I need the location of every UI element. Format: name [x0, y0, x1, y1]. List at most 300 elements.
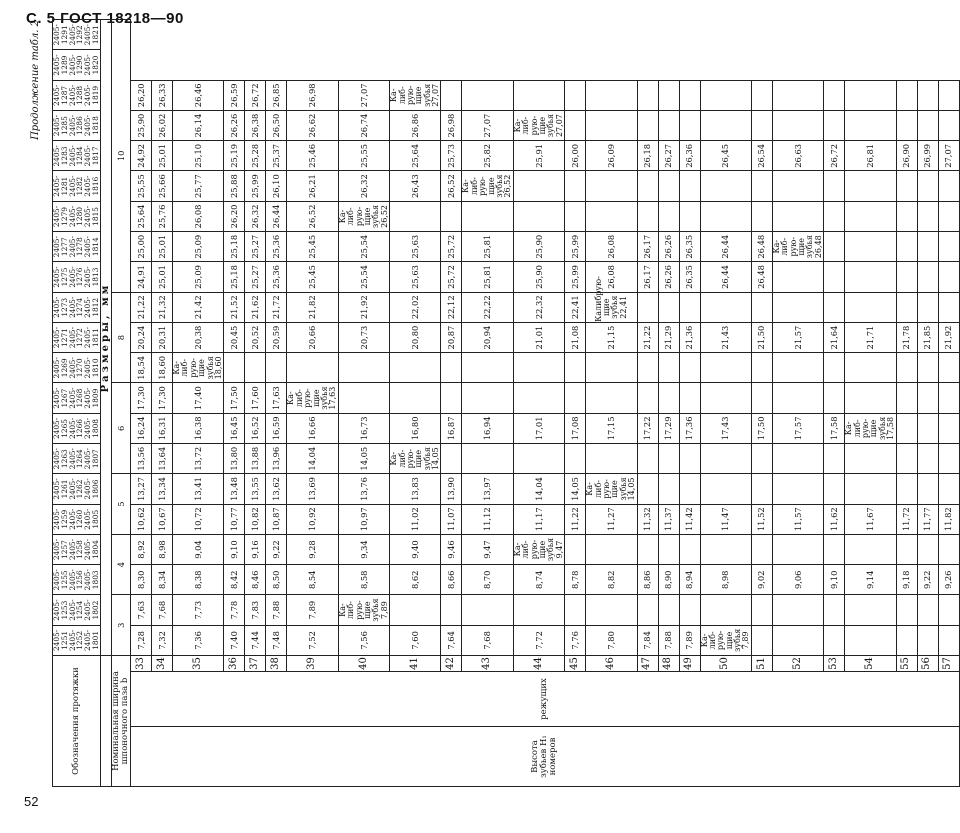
height-value: 13,90	[441, 474, 462, 504]
nominal-width-5: 5	[112, 474, 131, 535]
height-value: 26,02	[152, 110, 173, 140]
height-value: 9,10	[224, 534, 245, 564]
height-value	[700, 110, 751, 140]
height-value: 7,73	[173, 595, 224, 625]
height-value	[637, 353, 658, 383]
height-value	[658, 110, 679, 140]
height-value: 25,54	[338, 262, 389, 292]
height-value: 7,63	[131, 595, 152, 625]
height-value	[462, 595, 513, 625]
height-value	[637, 474, 658, 504]
height-value: 26,98	[441, 110, 462, 140]
height-value	[390, 353, 441, 383]
height-value	[658, 171, 679, 201]
height-value: 26,08	[173, 201, 224, 231]
height-value: 26,32	[245, 201, 266, 231]
height-value: 25,90	[513, 262, 564, 292]
tooth-number: 51	[751, 656, 772, 672]
height-value	[824, 595, 845, 625]
height-value: 25,28	[245, 141, 266, 171]
height-value	[441, 383, 462, 413]
height-value: 7,76	[565, 625, 586, 655]
height-value	[917, 232, 938, 262]
height-value: 10,82	[245, 504, 266, 534]
sizes-label: Размеры, мм	[100, 20, 112, 656]
height-value: 21,22	[637, 322, 658, 352]
height-value: 17,40	[173, 383, 224, 413]
height-value	[700, 595, 751, 625]
height-value	[338, 353, 389, 383]
height-value: 13,62	[266, 474, 287, 504]
height-value: 8,38	[173, 565, 224, 595]
height-value: 21,57	[772, 322, 823, 352]
tooth-number: 57	[938, 656, 959, 672]
height-value	[390, 201, 441, 231]
height-value: 26,72	[824, 141, 845, 171]
height-value	[896, 262, 917, 292]
calibrating-teeth-note: Ка- либ- рую- щие зубья 27,07	[390, 80, 441, 110]
designation-cell: 2405-1287 2405-1288 2405-1819	[53, 80, 101, 110]
height-value	[845, 292, 896, 322]
tooth-number: 34	[152, 656, 173, 672]
height-value	[751, 383, 772, 413]
height-value: 7,80	[586, 625, 637, 655]
nominal-width-header: Номинальная ширина шпоночного паза b	[112, 656, 131, 787]
height-value	[938, 262, 959, 292]
height-value	[896, 201, 917, 231]
height-value: 8,92	[131, 534, 152, 564]
calibrating-teeth-note: Ка- либ- рую- щие зубья 26,52	[462, 171, 513, 201]
height-value: 17,58	[824, 413, 845, 443]
height-value	[824, 80, 845, 110]
height-value: 16,94	[462, 413, 513, 443]
height-value: 20,24	[131, 322, 152, 352]
height-value: 26,45	[700, 141, 751, 171]
height-value	[845, 232, 896, 262]
calibrating-teeth-note: Ка- либ- рую- щие зубья 7,89	[338, 595, 389, 625]
height-value: 25,77	[173, 171, 224, 201]
height-value: 7,78	[224, 595, 245, 625]
height-value: 26,44	[700, 232, 751, 262]
height-value: 21,62	[245, 292, 266, 322]
height-value: 17,22	[637, 413, 658, 443]
height-value: 26,26	[658, 232, 679, 262]
height-value: 25,10	[173, 141, 224, 171]
height-value: 25,01	[152, 141, 173, 171]
height-value: 27,07	[938, 141, 959, 171]
height-value: 13,96	[266, 444, 287, 474]
height-value: 26,20	[224, 201, 245, 231]
height-value: 17,57	[772, 413, 823, 443]
height-value: 11,17	[513, 504, 564, 534]
height-value: 13,55	[245, 474, 266, 504]
height-value	[845, 474, 896, 504]
height-value: 26,35	[679, 232, 700, 262]
height-value	[938, 292, 959, 322]
designation-cell: 2405-1265 2405-1266 2405-1808	[53, 413, 101, 443]
height-value	[679, 171, 700, 201]
height-value: 8,90	[658, 565, 679, 595]
height-value: 11,67	[845, 504, 896, 534]
designation-cell: 2405-1275 2405-1276 2405-1813	[53, 262, 101, 292]
height-value: 25,18	[224, 262, 245, 292]
height-value	[700, 80, 751, 110]
rotated-table-frame	[30, 20, 954, 787]
height-value	[824, 262, 845, 292]
height-value: 26,00	[565, 141, 586, 171]
height-value	[679, 595, 700, 625]
height-value: 26,59	[224, 80, 245, 110]
designation-cell: 2405-1259 2405-1260 2405-1805	[53, 504, 101, 534]
height-value: 11,27	[586, 504, 637, 534]
height-value: 17,60	[245, 383, 266, 413]
height-value: 25,72	[441, 262, 462, 292]
height-value: 20,94	[462, 322, 513, 352]
height-value: 20,38	[173, 322, 224, 352]
height-value: 21,82	[287, 292, 338, 322]
height-value	[700, 474, 751, 504]
height-value: 21,42	[173, 292, 224, 322]
height-value	[700, 534, 751, 564]
height-value: 21,15	[586, 322, 637, 352]
height-value	[565, 110, 586, 140]
height-value: 26,33	[152, 80, 173, 110]
height-value: 25,63	[390, 232, 441, 262]
blank-corner	[100, 656, 112, 787]
height-value: 17,50	[224, 383, 245, 413]
height-value	[917, 534, 938, 564]
height-value	[390, 383, 441, 413]
height-value	[938, 413, 959, 443]
height-value: 7,64	[441, 625, 462, 655]
height-value	[772, 171, 823, 201]
height-value: 22,12	[441, 292, 462, 322]
height-value: 16,87	[441, 413, 462, 443]
height-value	[679, 201, 700, 231]
height-value: 26,26	[224, 110, 245, 140]
height-value	[896, 110, 917, 140]
height-value	[845, 595, 896, 625]
nominal-width-4: 4	[112, 534, 131, 595]
height-value: 13,27	[131, 474, 152, 504]
height-value: 16,66	[287, 413, 338, 443]
designation-cell: 2405-1251 2405-1252 2405-1801	[53, 625, 101, 655]
height-value: 7,48	[266, 625, 287, 655]
height-value	[700, 292, 751, 322]
height-value: 11,42	[679, 504, 700, 534]
height-value	[751, 534, 772, 564]
height-value: 11,52	[751, 504, 772, 534]
designation-cell: 2405-1261 2405-1262 2405-1806	[53, 474, 101, 504]
height-value: 21,64	[824, 322, 845, 352]
height-value	[565, 171, 586, 201]
designation-cell: 2405-1253 2405-1254 2405-1802	[53, 595, 101, 625]
height-value	[513, 595, 564, 625]
height-value	[679, 474, 700, 504]
height-value	[917, 474, 938, 504]
height-value: 25,81	[462, 262, 513, 292]
height-value: 26,43	[390, 171, 441, 201]
height-value: 8,74	[513, 565, 564, 595]
height-value: 9,46	[441, 534, 462, 564]
height-value: 25,45	[287, 262, 338, 292]
tooth-number: 33	[131, 656, 152, 672]
height-value	[462, 80, 513, 110]
height-value	[266, 353, 287, 383]
height-value	[896, 232, 917, 262]
height-value	[679, 534, 700, 564]
height-value: 25,90	[131, 110, 152, 140]
nominal-width-10: 10	[112, 20, 131, 293]
height-value	[845, 383, 896, 413]
height-value	[772, 292, 823, 322]
height-value: 25,99	[245, 171, 266, 201]
height-value	[751, 201, 772, 231]
height-value	[441, 201, 462, 231]
height-value	[896, 383, 917, 413]
calibrating-teeth-note: Ка- либ- рую- щие зубья 17,58	[845, 413, 896, 443]
height-value	[441, 80, 462, 110]
tooth-number: 55	[896, 656, 917, 672]
height-value: 26,72	[245, 80, 266, 110]
height-value	[658, 595, 679, 625]
height-value: 10,72	[173, 504, 224, 534]
height-value	[938, 232, 959, 262]
height-value	[772, 262, 823, 292]
height-value	[637, 80, 658, 110]
height-value: 26,26	[658, 262, 679, 292]
height-value: 13,41	[173, 474, 224, 504]
height-value: 21,29	[658, 322, 679, 352]
height-value	[637, 201, 658, 231]
calibrating-teeth-note: Калибрую- щие зубья 22,41	[586, 292, 637, 322]
height-value	[637, 292, 658, 322]
nominal-width-6: 6	[112, 383, 131, 474]
height-value: 25,45	[287, 232, 338, 262]
height-value	[637, 444, 658, 474]
height-value: 14,05	[565, 474, 586, 504]
height-value: 26,44	[700, 262, 751, 292]
height-value: 21,92	[338, 292, 389, 322]
height-value	[245, 353, 266, 383]
height-value: 26,35	[679, 262, 700, 292]
height-value: 11,82	[938, 504, 959, 534]
height-value	[824, 110, 845, 140]
calibrating-teeth-note: Ка- либ- рую- щие зубья 14,05	[586, 474, 637, 504]
designation-cell: 2405-1277 2405-1278 2405-1814	[53, 232, 101, 262]
height-value: 9,28	[287, 534, 338, 564]
height-value: 13,88	[245, 444, 266, 474]
height-value	[824, 474, 845, 504]
height-value	[658, 292, 679, 322]
height-value	[565, 444, 586, 474]
height-value	[845, 201, 896, 231]
calibrating-teeth-note: Ка- либ- рую- щие зубья 26,52	[338, 201, 389, 231]
height-value	[896, 595, 917, 625]
height-value: 27,07	[338, 80, 389, 110]
designation-cell: 2405-1289 2405-1290 2405-1820	[53, 50, 101, 80]
height-value	[586, 353, 637, 383]
tooth-number: 49	[679, 656, 700, 672]
height-value	[565, 353, 586, 383]
height-value	[637, 534, 658, 564]
height-value	[637, 110, 658, 140]
height-value	[441, 444, 462, 474]
tooth-number: 48	[658, 656, 679, 672]
height-value: 14,04	[287, 444, 338, 474]
height-value: 13,69	[287, 474, 338, 504]
tooth-number: 44	[513, 656, 564, 672]
height-value	[938, 534, 959, 564]
height-value	[896, 171, 917, 201]
height-value: 26,21	[287, 171, 338, 201]
height-value: 21,36	[679, 322, 700, 352]
height-value: 8,62	[390, 565, 441, 595]
height-value: 21,52	[224, 292, 245, 322]
height-value: 25,01	[152, 232, 173, 262]
height-value: 11,62	[824, 504, 845, 534]
height-value: 17,30	[152, 383, 173, 413]
designation-cell: 2405-1255 2405-1256 2405-1803	[53, 565, 101, 595]
height-value: 10,77	[224, 504, 245, 534]
height-value	[586, 201, 637, 231]
height-value	[896, 474, 917, 504]
height-value: 11,12	[462, 504, 513, 534]
height-value	[565, 534, 586, 564]
height-value	[586, 444, 637, 474]
height-value: 7,88	[266, 595, 287, 625]
height-value	[462, 383, 513, 413]
height-value: 8,30	[131, 565, 152, 595]
tooth-number: 41	[390, 656, 441, 672]
height-value: 26,54	[751, 141, 772, 171]
height-value	[658, 353, 679, 383]
group-cutting: режущих	[131, 672, 959, 727]
height-value: 8,78	[565, 565, 586, 595]
height-value: 26,52	[441, 171, 462, 201]
height-value: 21,08	[565, 322, 586, 352]
height-value	[845, 534, 896, 564]
height-value: 22,41	[565, 292, 586, 322]
designation-cell: 2405-1283 2405-1284 2405-1817	[53, 141, 101, 171]
height-value	[938, 444, 959, 474]
height-value	[462, 201, 513, 231]
height-value	[845, 353, 896, 383]
height-value	[751, 595, 772, 625]
height-value	[338, 383, 389, 413]
height-value	[287, 353, 338, 383]
height-value: 22,22	[462, 292, 513, 322]
height-value	[938, 201, 959, 231]
height-value	[824, 444, 845, 474]
height-value	[513, 383, 564, 413]
height-value: 9,26	[938, 565, 959, 595]
height-value	[896, 534, 917, 564]
height-value	[658, 201, 679, 231]
height-value: 7,44	[245, 625, 266, 655]
height-value: 9,04	[173, 534, 224, 564]
height-value: 7,89	[287, 595, 338, 625]
height-value	[751, 444, 772, 474]
height-value: 16,73	[338, 413, 389, 443]
height-value	[938, 595, 959, 625]
height-value: 26,14	[173, 110, 224, 140]
height-value: 21,85	[917, 322, 938, 352]
height-value	[751, 80, 772, 110]
height-value: 20,73	[338, 322, 389, 352]
height-value: 8,94	[679, 565, 700, 595]
height-value: 25,27	[245, 262, 266, 292]
height-value: 9,10	[824, 565, 845, 595]
designation-cell: 2405-1279 2405-1280 2405-1815	[53, 201, 101, 231]
calibrating-teeth-note: Ка- либ- рую- щие зубья 17,63	[287, 383, 338, 413]
height-value	[679, 444, 700, 474]
height-value: 18,60	[152, 353, 173, 383]
height-value: 25,55	[131, 171, 152, 201]
height-value: 17,63	[266, 383, 287, 413]
height-value: 13,64	[152, 444, 173, 474]
height-value: 11,57	[772, 504, 823, 534]
height-value: 26,86	[390, 110, 441, 140]
height-value: 25,91	[513, 141, 564, 171]
height-value: 25,82	[462, 141, 513, 171]
height-value: 11,72	[896, 504, 917, 534]
height-value: 21,92	[938, 322, 959, 352]
height-value	[917, 444, 938, 474]
height-value	[845, 444, 896, 474]
height-value: 25,81	[462, 232, 513, 262]
height-value: 16,38	[173, 413, 224, 443]
height-value	[586, 383, 637, 413]
height-value	[586, 171, 637, 201]
height-value: 7,68	[152, 595, 173, 625]
height-value: 21,78	[896, 322, 917, 352]
height-value: 7,68	[462, 625, 513, 655]
height-value	[845, 80, 896, 110]
height-value	[751, 625, 772, 655]
height-value: 26,08	[586, 232, 637, 262]
height-value: 20,31	[152, 322, 173, 352]
height-value: 26,62	[287, 110, 338, 140]
height-value: 25,63	[390, 262, 441, 292]
height-value: 8,98	[700, 565, 751, 595]
height-value	[658, 80, 679, 110]
height-value	[772, 444, 823, 474]
height-value: 26,36	[679, 141, 700, 171]
height-value	[586, 595, 637, 625]
height-value: 16,52	[245, 413, 266, 443]
height-value	[917, 625, 938, 655]
height-value: 10,97	[338, 504, 389, 534]
height-value	[637, 171, 658, 201]
height-value	[772, 110, 823, 140]
designation-cell: 2405-1281 2405-1282 2405-1816	[53, 171, 101, 201]
height-value: 25,76	[152, 201, 173, 231]
height-value	[751, 474, 772, 504]
designation-cell: 2405-1257 2405-1258 2405-1804	[53, 534, 101, 564]
calibrating-teeth-note: Ка- либ- рую- щие зубья 18,60	[173, 353, 224, 383]
height-value	[845, 171, 896, 201]
height-value	[896, 444, 917, 474]
calibrating-teeth-note: Ка- либ- рую- щие зубья 14,05	[390, 444, 441, 474]
height-value: 13,80	[224, 444, 245, 474]
height-value	[565, 595, 586, 625]
height-value	[513, 444, 564, 474]
height-value: 8,70	[462, 565, 513, 595]
height-value: 17,15	[586, 413, 637, 443]
height-value: 26,09	[586, 141, 637, 171]
designation-header: Обозначения протяжки	[53, 656, 101, 787]
